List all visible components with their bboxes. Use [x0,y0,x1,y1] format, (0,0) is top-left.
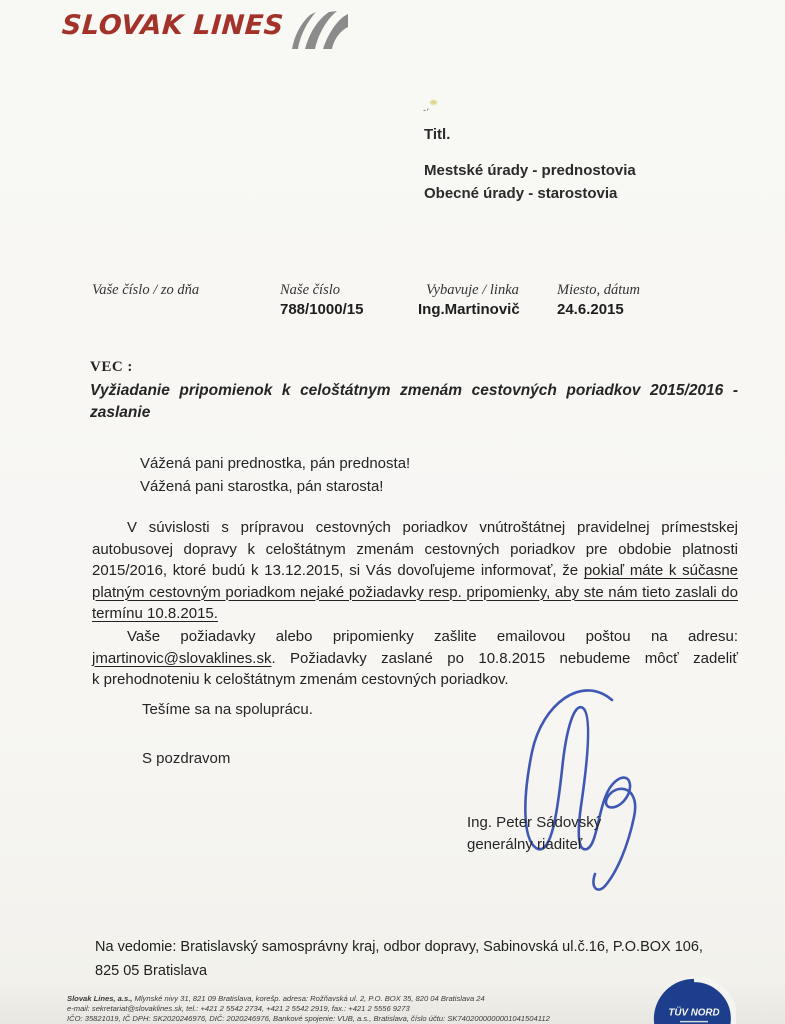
email-link: jmartinovic@slovaklines.sk [92,649,272,667]
ref-value: 788/1000/15 [280,301,364,318]
ref-label: Vybavuje / linka [426,282,519,298]
ref-col-your-number [92,282,199,301]
addressee-block [424,126,636,205]
body-line: Vaše požiadavky alebo pripomienky zašlite emailovou poštou na adresu: [127,628,738,645]
closing-regards: S pozdravom [142,750,231,767]
cc-line: 825 05 Bratislava [95,962,208,979]
body-line: V súvislosti s prípravou cestovných poriadkov vnútroštátnej pravidelnej prímestskej [127,519,738,536]
signatory-title: generálny riaditeľ [467,836,583,853]
subject-line: Vyžiadanie pripomienok k celoštátnym zmenám cestovných poriadkov 2015/2016 - [90,382,738,399]
scan-mark: `´ [422,107,434,121]
addressee-salutation: Titl. [424,126,451,143]
greeting-line: Vážená pani prednostka, pán prednosta! [140,455,411,472]
body-line: termínu 10.8.2015. [92,605,218,622]
signatory-block [467,812,601,856]
closing-thanks: Tešíme sa na spoluprácu. [142,701,313,718]
footer-line: IČO: 35821019, IČ DPH: SK2020246976, DIČ: 2020246976, Bankové spojenie: VUB, a.s., Bratislava, číslo účtu: SK7402000000001041504112 [67,1013,550,1023]
ref-col-our-number [280,282,363,318]
logo-swoosh-icon [290,11,348,49]
ref-label: Vaše číslo / zo dňa [92,282,200,298]
footer-line: e-mail: sekretariat@slovaklines.sk, tel.: +421 2 5542 2734, +421 2 5542 2919, fax.: +421 2 5556 9273 [67,1003,410,1013]
footer-line: Slovak Lines, a.s., Mlynské nivy 31, 821 09 Bratislava, korešp. adresa: Rožňavská ul. 2, P.O. BOX 35, 820 04 Bratislava 24 [67,994,485,1003]
subject-line: zaslanie [90,403,151,421]
body-line: 2015/2016, ktoré budú k 13.12.2015, si Vás dovoľujeme informovať, že pokiaľ máte k súčasne [92,562,739,579]
ref-col-handled-by [418,282,520,318]
body-line: jmartinovic@slovaklines.sk. Požiadavky zaslané po 10.8.2015 nebudeme môcť zadeliť [92,649,738,667]
tuv-nord-stamp-icon [652,977,736,1024]
logo-wordmark: SLOVAK LINES [60,10,285,41]
addressee-line: Obecné úrady - starostovia [424,185,618,202]
ref-col-place-date [557,282,640,318]
ref-label: Miesto, dátum [557,282,640,298]
cc-block [95,936,703,983]
scan-speck [430,100,437,105]
stamp-brand-text: TÜV NORD [668,1007,720,1019]
slovak-lines-logo [62,10,348,49]
company-footer [67,994,667,1023]
cc-line: Na vedomie: Bratislavský samosprávny kraj, odbor dopravy, Sabinovská ul.č.16, P.O.BOX 106, [95,939,703,955]
addressee-line: Mestské úrady - prednostovia [424,162,636,179]
body-paragraph-1 [92,517,738,625]
ref-value: 24.6.2015 [557,301,624,318]
ref-label: Naše číslo [280,282,341,298]
ref-value: Ing.Martinovič [418,301,520,318]
body-line: autobusovej dopravy k celoštátnym zmenám cestovných poriadkov pre obdobie platnosti [92,540,738,558]
handwritten-signature-ink [486,678,654,893]
greeting-line: Vážená pani starostka, pán starosta! [140,478,384,495]
subject-label: VEC : [90,359,133,375]
greeting-block [140,452,410,498]
body-line: platným cestovným poriadkom nejaké požiadavky resp. pripomienky, aby ste nám tieto zaslali do [92,583,738,601]
subject-block [90,380,738,423]
signatory-name: Ing. Peter Sádovský [467,814,602,831]
body-line: k prehodnoteniu k celoštátnym zmenám cestovných poriadkov. [92,671,509,688]
